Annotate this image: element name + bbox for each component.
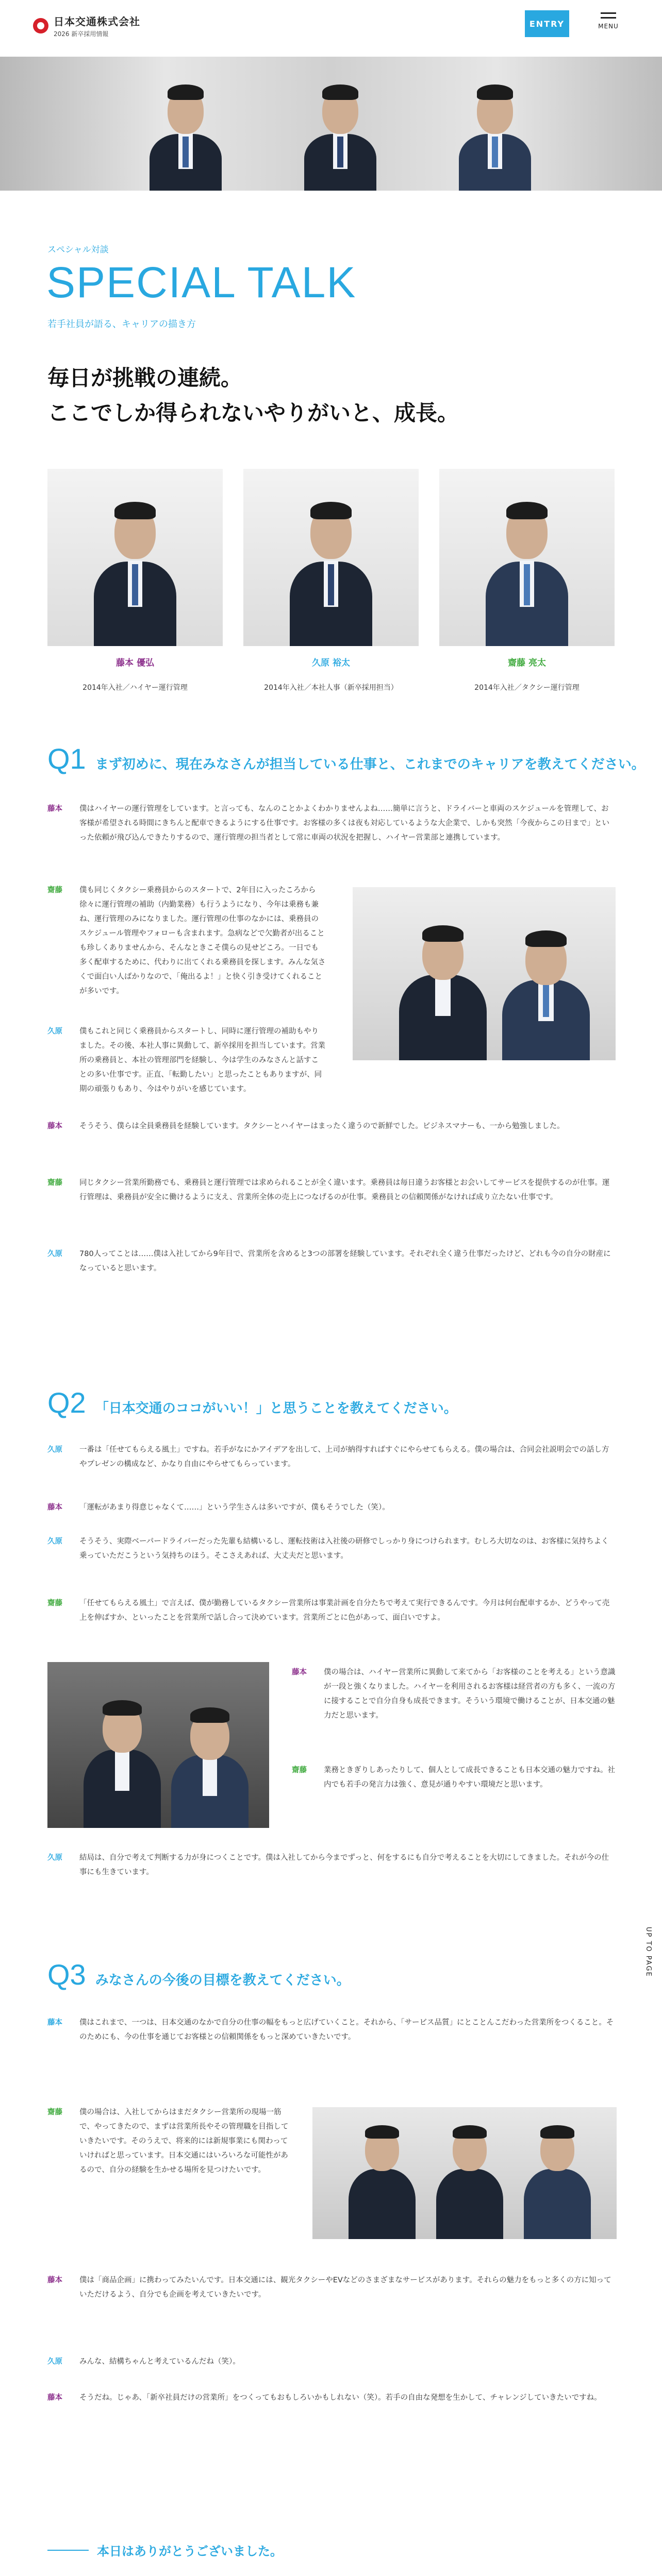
dialogue-row [47,1176,615,1205]
q2-heading [47,1386,457,1419]
speaker-label: 藤本 [47,2019,62,2027]
profile-photo-kuhara [243,469,419,646]
speaker-label: 藤本 [47,805,62,813]
dialogue-row [47,1024,326,1096]
dialogue-text: 「運転があまり得意じゃなくて……」という学生さんは多いですが、僕もそうでした（笑）。 [79,1503,390,1512]
closing-remark [47,2541,283,2559]
speaker-label: 久原 [47,1027,62,1036]
dialogue-text: そうそう、僕らは全員乗務員を経験しています。タクシーとハイヤーはまったく違うので新鮮でした。ビジネスマナーも、一から勉強しました。 [79,1122,565,1130]
profile-name-text: 藤本 優弘 [116,658,154,668]
speaker-label: 久原 [47,1446,62,1454]
dialogue-row [47,1596,615,1625]
dialogue-row [47,2273,615,2302]
lead-copy [47,361,459,431]
profile-name-text: 久原 裕太 [312,658,350,668]
profile-photo-fujimoto [47,469,223,646]
dialogue-text: 僕はこれまで、一つは、日本交通のなかで自分の仕事の幅をもっと広げていくこと。それから、「サービス品質」にとことんこだわった営業所をつくること。そのためにも、今の仕事を通じてお客様との信頼関係をもっと深めていきたいです。 [79,2019,614,2041]
dialogue-row [47,1443,615,1471]
dialogue-row [47,1247,615,1276]
dialogue-text: 僕もこれと同じく乗務員からスタートし、同時に運行管理の補助もやりました。その後、本社人事に異動して、新卒採用を担当しています。営業所の乗務員と、本社の管理部門を経験し、今は学生のみなさんと話すことの多い仕事です。正直、「転勤したい」と思ったこともありますが、同期の頑張りもあり、今はやりがいを感じています。 [79,1027,326,1093]
entry-button[interactable]: ENTRY [525,10,569,37]
profile-name-text: 齋藤 亮太 [508,658,546,668]
dialogue-text: 業務ときぎりしあったりして、個人として成長できることも日本交通の魅力ですね。社内でも若手の発言力は強く、意見が通りやすい環境だと思います。 [324,1766,616,1789]
talk-photo-1 [353,887,616,1060]
page-title: SPECIAL TALK [46,258,357,307]
dialogue-text: 僕は「商品企画」に携わってみたいんです。日本交通には、観光タクシーやEVなどのさまざまなサービスがあります。それらの魅力をもっと多くの方に知っていただけるよう、自分でも企画を考えていきたいです。 [79,2276,611,2299]
dialogue-text: 僕も同じくタクシー乗務員からのスタートで、2年目に入ったころから徐々に運行管理の補助（内勤業務）も行うようになり、今年は乗務も兼ね、運行管理のみになりました。運行管理の仕事のなかには、乗務員のスケジュール管理やフォローも含まれます。急病などで欠勤者が出ることも珍しくありませんから、そんなときこそ僕らの見せどころ。一日でも多く配車するために、代わりに出てくれる乗務員を探します。みんな気さくで面白い人ばかりなので、「俺出るよ！」と快く引き受けてくれることが多いです。 [79,886,326,995]
dialogue-text: そうだね。じゃあ、「新卒社員だけの営業所」をつくってもおもしろいかもしれない（笑）。若手の自由な発想を生かして、チャレンジしていきたいですね。 [79,2394,602,2402]
profile-name-saito [439,655,615,668]
up-to-page-link[interactable]: UP TO PAGE [644,1927,652,1977]
logo-mark-icon [33,18,48,33]
site-logo[interactable] [33,13,140,38]
dialogue-row [47,883,326,998]
q1-number: Q1 [47,742,86,775]
speaker-label: 藤本 [47,2276,62,2284]
dialogue-text: 同じタクシー営業所勤務でも、乗務員と運行管理では求められることが全く違います。乗務員は毎日違うお客様とお会いしてサービスを提供するのが仕事。運行管理は、乗務員が安全に働けるように支え、営業所全体の売上につなげるのが仕事。乗務員との信頼関係がなければ成り立たない仕事です。 [79,1179,610,1201]
person-figure [299,72,382,191]
speaker-label: 齋藤 [47,886,62,894]
hamburger-icon [601,12,616,14]
speaker-label: 齋藤 [47,1599,62,1607]
dialogue-row [47,2105,295,2177]
logo-subtitle: 2026 新卒採用情報 [54,30,109,38]
dialogue-row [47,1534,615,1563]
q1-title: まず初めに、現在みなさんが担当している仕事と、これまでのキャリアを教えてください。 [95,757,645,772]
dialogue-text: 一番は「任せてもらえる風土」ですね。若手がなにかアイデアを出して、上司が納得すればすぐにやらせてもらえる。僕の場合は、合同会社説明会での話し方やプレゼンの構成など、かなり自由にやらせてもらっています。 [79,1446,609,1468]
dialogue-text: みんな、結構ちゃんと考えているんだね（笑）。 [79,2358,240,2366]
hero-photo [0,57,662,191]
profile-name-kuhara [243,655,419,668]
speaker-label: 久原 [47,1537,62,1546]
q2-number: Q2 [47,1386,86,1419]
speaker-label: 齋藤 [47,1179,62,1187]
profile-role-saito: 2014年入社／タクシー運行管理 [474,684,580,692]
profile-name-fujimoto [47,655,223,668]
speaker-label: 久原 [47,1854,62,1862]
person-figure [144,72,227,191]
q3-title: みなさんの今後の目標を教えてください。 [95,1973,350,1988]
dialogue-text: そうそう、実際ベーパードライバーだった先輩も結構いるし、運転技術は入社後の研修でしっかり身につけられます。むしろ大切なのは、お客様に気持ちよく乗っていただこうという気持ちのほう。そこさえあれば、大丈夫だと思います。 [79,1537,609,1560]
dialogue-row [292,1665,617,1723]
closing-text: 本日はありがとうございました。 [97,2544,283,2558]
dialogue-row [47,1851,615,1879]
dialogue-row [47,1500,615,1515]
page-subtitle: 若手社員が語る、キャリアの描き方 [47,319,196,330]
menu-button[interactable] [593,12,624,36]
talk-photo-3 [312,2107,617,2239]
lead-line-1: 毎日が挑戦の連続。 [47,365,243,391]
dialogue-text: 僕はハイヤーの運行管理をしています。と言っても、なんのことかよくわかりませんよね……簡単に言うと、ドライバーと車両のスケジュールを管理して、お客様が希望される時間にきちんと配車できるようにする仕事です。お客様の多くは夜も対応しているような大企業で、しかも突然「今夜からこの日まで」といった依頼が飛び込んできたりするので、運行管理の担当者として常に車両の状況を把握し、ハイヤー営業部と連携しています。 [79,805,610,842]
hamburger-icon [601,17,616,19]
dialogue-row [47,1119,615,1133]
q2-title: 「日本交通のココがいい！」と思うことを教えてください。 [95,1401,457,1416]
q3-heading [47,1958,350,1991]
speaker-label: 久原 [47,1250,62,1258]
dialogue-row [292,1763,617,1792]
speaker-label: 藤本 [47,1122,62,1130]
speaker-label: 齋藤 [47,2108,62,2116]
section-kicker: スペシャル対談 [47,245,109,255]
dialogue-row [47,2354,615,2369]
q3-number: Q3 [47,1958,86,1991]
dialogue-text: 780人ってことは……僕は入社してから9年目で、営業所を含めると3つの部署を経験しています。それぞれ全く違う仕事だったけど、どれも今の自分の財産になっていると思います。 [79,1250,611,1273]
menu-label: MENU [598,23,619,30]
speaker-label: 齋藤 [292,1766,307,1774]
person-figure [454,72,536,191]
profile-role-fujimoto: 2014年入社／ハイヤー運行管理 [82,684,188,692]
speaker-label: 藤本 [292,1668,307,1676]
lead-line-2: ここでしか得られないやりがいと、成長。 [47,400,459,426]
dialogue-text: 僕の場合は、ハイヤー営業所に異動して来てから「お客様のことを考える」という意識が一段と強くなりました。ハイヤーを利用されるお客様は経営者の方も多く、一流の方に接することで自分自身も成長できます。そういう環境で働けることが、日本交通の魅力だと思います。 [324,1668,616,1720]
dialogue-row [47,802,615,845]
q1-heading [47,742,645,775]
speaker-label: 久原 [47,2358,62,2366]
speaker-label: 藤本 [47,1503,62,1512]
speaker-label: 藤本 [47,2394,62,2402]
dialogue-text: 僕の場合は、入社してからはまだタクシー営業所の現場一筋で、やってきたので、まずは営業所長やその管理職を目指していきたいです。そのうえで、将来的には新規事業にも関わっていければと思っています。日本交通にはいろいろな可能性があるので、自分の経験を生かせる場所を見つけたいです。 [79,2108,289,2174]
closing-divider [47,2550,89,2551]
dialogue-row [47,2391,615,2405]
talk-photo-2 [47,1662,269,1828]
profile-photo-saito [439,469,615,646]
site-header [0,0,662,46]
dialogue-text: 結局は、自分で考えて判断する力が身につくことです。僕は入社してから今までずっと、何をするにも自分で考えることを大切にしてきました。それが今の仕事にも生きています。 [79,1854,609,1876]
logo-name: 日本交通株式会社 [54,15,140,28]
dialogue-row [47,2015,615,2044]
profile-role-kuhara: 2014年入社／本社人事（新卒採用担当） [264,684,398,692]
dialogue-text: 「任せてもらえる風土」で言えば、僕が勤務しているタクシー営業所は事業計画を自分たちで考えて実行できるんです。今月は何台配車するか、どうやって売上を伸ばすか、といったことを営業所で話し合って決めています。営業所ごとに色があって、面白いですよ。 [79,1599,610,1622]
